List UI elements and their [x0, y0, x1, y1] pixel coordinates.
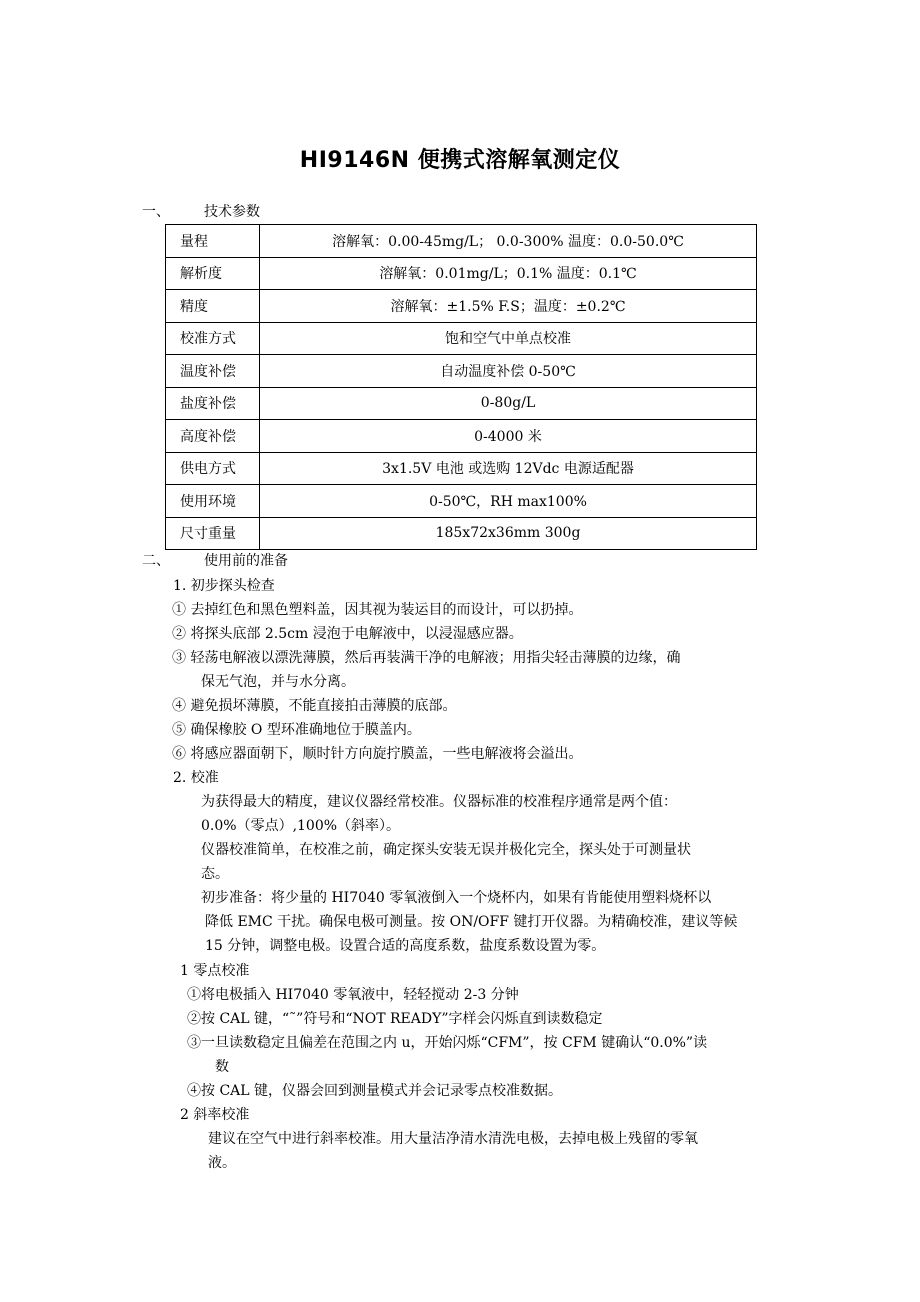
- step-title: 1. 初步探头检查: [173, 578, 275, 594]
- paragraph-line: 降低 EMC 干扰。确保电极可测量。按 ON/OFF 键打开仪器。为精确校准，建议等候: [205, 914, 738, 930]
- section-label: 技术参数: [204, 204, 260, 220]
- spec-value: 0-50℃，RH max100%: [260, 485, 757, 518]
- paragraph-line: 仪器校准简单，在校准之前，确定探头安装无误并极化完全，探头处于可测量状: [201, 842, 691, 858]
- step-title: 2. 校准: [173, 770, 219, 786]
- spec-name: 校准方式: [166, 322, 260, 355]
- list-item: ④按 CAL 键，仪器会回到测量模式并会记录零点校准数据。: [187, 1083, 563, 1099]
- spec-name: 量程: [166, 225, 260, 258]
- table-row: [166, 387, 757, 420]
- paragraph-line: 15 分钟，调整电极。设置合适的高度系数，盐度系数设置为零。: [205, 938, 606, 954]
- paragraph-line: 为获得最大的精度，建议仪器经常校准。仪器标准的校准程序通常是两个值：: [201, 794, 677, 810]
- table-row: [166, 420, 757, 453]
- subsection-title: 1 零点校准: [180, 963, 250, 979]
- spec-value: 185x72x36mm 300g: [260, 517, 757, 550]
- spec-value: 3x1.5V 电池 或选购 12Vdc 电源适配器: [260, 452, 757, 485]
- table-row: [166, 517, 757, 550]
- spec-value: 溶解氧：±1.5% F.S；温度：±0.2℃: [260, 290, 757, 323]
- list-item-continued: 保无气泡，并与水分离。: [201, 674, 355, 690]
- spec-value: 溶解氧：0.01mg/L；0.1% 温度：0.1℃: [260, 257, 757, 290]
- paragraph-line: 0.0%（零点）,100%（斜率）。: [201, 818, 401, 834]
- spec-name: 精度: [166, 290, 260, 323]
- spec-name: 高度补偿: [166, 420, 260, 453]
- list-item: ③一旦读数稳定且偏差在范围之内 u，开始闪烁“CFM”，按 CFM 键确认“0.0%”读: [187, 1035, 708, 1051]
- spec-value: 饱和空气中单点校准: [260, 322, 757, 355]
- table-row: [166, 225, 757, 258]
- paragraph-line: 建议在空气中进行斜率校准。用大量洁净清水清洗电极，去掉电极上残留的零氧: [208, 1131, 698, 1147]
- spec-value: 溶解氧：0.00-45mg/L； 0.0-300% 温度：0.0-50.0℃: [260, 225, 757, 258]
- spec-name: 盐度补偿: [166, 387, 260, 420]
- spec-value: 0-4000 米: [260, 420, 757, 453]
- list-item: ③ 轻荡电解液以漂洗薄膜，然后再装满干净的电解液；用指尖轻击薄膜的边缘，确: [172, 650, 681, 666]
- spec-name: 使用环境: [166, 485, 260, 518]
- section-number: 一、: [142, 204, 170, 220]
- table-row: [166, 290, 757, 323]
- table-row: [166, 355, 757, 388]
- section-heading-preparation: [142, 551, 288, 571]
- table-row: [166, 322, 757, 355]
- spec-table: [165, 224, 757, 550]
- paragraph-line: 态。: [201, 866, 229, 882]
- spec-name: 解析度: [166, 257, 260, 290]
- document-title: HI9146N 便携式溶解氧测定仪: [299, 148, 621, 173]
- list-item: ② 将探头底部 2.5cm 浸泡于电解液中，以浸湿感应器。: [172, 626, 523, 642]
- spec-name: 供电方式: [166, 452, 260, 485]
- list-item: ②按 CAL 键，“˜”符号和“NOT READY”字样会闪烁直到读数稳定: [187, 1011, 603, 1027]
- spec-name: 尺寸重量: [166, 517, 260, 550]
- spec-name: 温度补偿: [166, 355, 260, 388]
- list-item: ⑥ 将感应器面朝下，顺时针方向旋拧膜盖，一些电解液将会溢出。: [172, 746, 583, 762]
- section-heading-specs: [142, 202, 260, 222]
- paragraph-line: 初步准备：将少量的 HI7040 零氧液倒入一个烧杯内，如果有肯能使用塑料烧杯以: [201, 890, 712, 906]
- list-item: ①将电极插入 HI7040 零氧液中，轻轻搅动 2-3 分钟: [187, 987, 519, 1003]
- table-row: [166, 452, 757, 485]
- paragraph-line: 液。: [208, 1155, 236, 1171]
- list-item: ④ 避免损坏薄膜，不能直接拍击薄膜的底部。: [172, 698, 457, 714]
- spec-value: 自动温度补偿 0-50℃: [260, 355, 757, 388]
- list-item: ⑤ 确保橡胶 O 型环准确地位于膜盖内。: [172, 722, 421, 738]
- section-number: 二、: [142, 553, 170, 569]
- section-label: 使用前的准备: [204, 553, 288, 569]
- table-row: [166, 257, 757, 290]
- list-item-continued: 数: [215, 1059, 229, 1075]
- list-item: ① 去掉红色和黑色塑料盖，因其视为装运目的而设计，可以扔掉。: [172, 602, 583, 618]
- subsection-title: 2 斜率校准: [180, 1107, 250, 1123]
- spec-value: 0-80g/L: [260, 387, 757, 420]
- table-row: [166, 485, 757, 518]
